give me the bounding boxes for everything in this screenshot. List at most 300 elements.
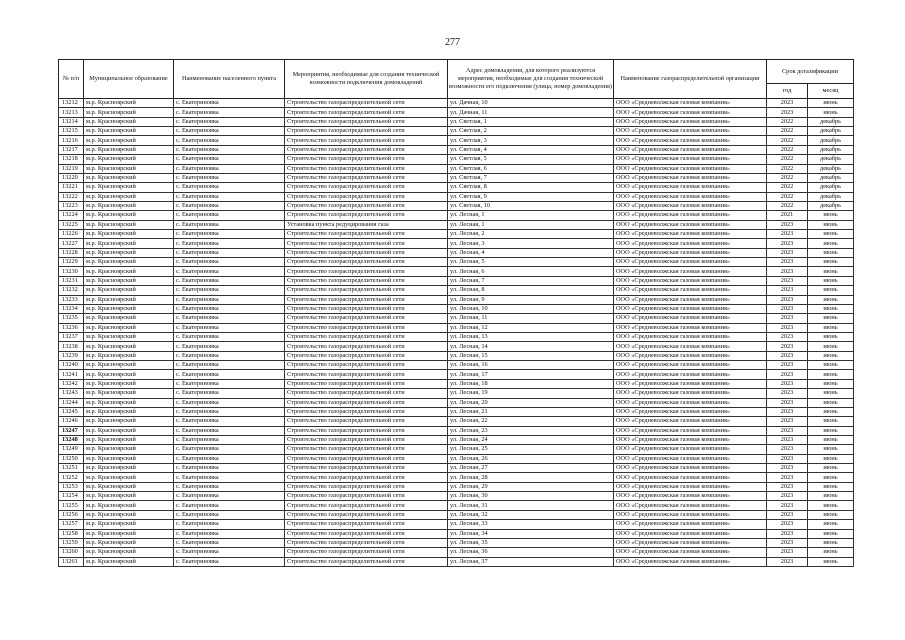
table-row <box>59 473 854 482</box>
month-cell: декабрь <box>808 136 854 145</box>
municipality-cell: м.р. Красноярский <box>84 286 174 295</box>
month-cell: июнь <box>808 492 854 501</box>
row-number: 13234 <box>59 304 84 313</box>
measure-cell: Строительство газораспределительной сети <box>285 164 448 173</box>
row-number: 13219 <box>59 164 84 173</box>
year-cell: 2022 <box>767 173 808 182</box>
table-row <box>59 258 854 267</box>
row-number: 13259 <box>59 538 84 547</box>
year-cell: 2022 <box>767 136 808 145</box>
organization-cell: ООО «Средневолжская газовая компания» <box>614 510 767 519</box>
municipality-cell: м.р. Красноярский <box>84 323 174 332</box>
address-cell: ул. Лесная, 15 <box>448 351 614 360</box>
settlement-cell: с. Екатериновка <box>174 276 285 285</box>
municipality-cell: м.р. Красноярский <box>84 342 174 351</box>
organization-cell: ООО «Средневолжская газовая компания» <box>614 389 767 398</box>
month-cell: июнь <box>808 286 854 295</box>
organization-cell: ООО «Средневолжская газовая компания» <box>614 370 767 379</box>
table-row <box>59 155 854 164</box>
row-number: 13246 <box>59 417 84 426</box>
settlement-cell: с. Екатериновка <box>174 183 285 192</box>
settlement-cell: с. Екатериновка <box>174 557 285 566</box>
measure-cell: Строительство газораспределительной сети <box>285 230 448 239</box>
year-cell: 2023 <box>767 286 808 295</box>
table-header <box>59 60 854 99</box>
table-row <box>59 183 854 192</box>
address-cell: ул. Лесная, 6 <box>448 267 614 276</box>
month-cell: декабрь <box>808 127 854 136</box>
year-cell: 2023 <box>767 99 808 108</box>
organization-cell: ООО «Средневолжская газовая компания» <box>614 445 767 454</box>
organization-cell: ООО «Средневолжская газовая компания» <box>614 351 767 360</box>
measure-cell: Строительство газораспределительной сети <box>285 155 448 164</box>
month-cell: июнь <box>808 501 854 510</box>
measure-cell: Строительство газораспределительной сети <box>285 351 448 360</box>
settlement-cell: с. Екатериновка <box>174 314 285 323</box>
municipality-cell: м.р. Красноярский <box>84 379 174 388</box>
month-cell: декабрь <box>808 192 854 201</box>
address-cell: ул. Лесная, 33 <box>448 520 614 529</box>
measure-cell: Строительство газораспределительной сети <box>285 379 448 388</box>
measure-cell: Строительство газораспределительной сети <box>285 342 448 351</box>
settlement-cell: с. Екатериновка <box>174 370 285 379</box>
measure-cell: Строительство газораспределительной сети <box>285 239 448 248</box>
row-number: 13222 <box>59 192 84 201</box>
address-cell: ул. Светлая, 9 <box>448 192 614 201</box>
settlement-cell: с. Екатериновка <box>174 239 285 248</box>
address-cell: ул. Лесная, 2 <box>448 230 614 239</box>
settlement-cell: с. Екатериновка <box>174 398 285 407</box>
settlement-cell: с. Екатериновка <box>174 323 285 332</box>
municipality-cell: м.р. Красноярский <box>84 417 174 426</box>
table-row <box>59 220 854 229</box>
row-number: 13243 <box>59 389 84 398</box>
address-cell: ул. Лесная, 37 <box>448 557 614 566</box>
address-cell: ул. Лесная, 31 <box>448 501 614 510</box>
measure-cell: Строительство газораспределительной сети <box>285 370 448 379</box>
measure-cell: Строительство газораспределительной сети <box>285 417 448 426</box>
organization-cell: ООО «Средневолжская газовая компания» <box>614 538 767 547</box>
municipality-cell: м.р. Красноярский <box>84 529 174 538</box>
settlement-cell: с. Екатериновка <box>174 136 285 145</box>
measure-cell: Строительство газораспределительной сети <box>285 304 448 313</box>
table-row <box>59 304 854 313</box>
month-cell: июнь <box>808 407 854 416</box>
settlement-cell: с. Екатериновка <box>174 220 285 229</box>
address-cell: ул. Лесная, 28 <box>448 473 614 482</box>
address-cell: ул. Светлая, 2 <box>448 127 614 136</box>
settlement-cell: с. Екатериновка <box>174 445 285 454</box>
settlement-cell: с. Екатериновка <box>174 192 285 201</box>
table-row <box>59 454 854 463</box>
table-row <box>59 435 854 444</box>
row-number: 13230 <box>59 267 84 276</box>
month-cell: июнь <box>808 323 854 332</box>
organization-cell: ООО «Средневолжская газовая компания» <box>614 136 767 145</box>
row-number: 13237 <box>59 332 84 341</box>
year-cell: 2023 <box>767 248 808 257</box>
settlement-cell: с. Екатериновка <box>174 127 285 136</box>
table-row <box>59 136 854 145</box>
table-row <box>59 445 854 454</box>
measure-cell: Строительство газораспределительной сети <box>285 361 448 370</box>
year-cell: 2023 <box>767 520 808 529</box>
municipality-cell: м.р. Красноярский <box>84 127 174 136</box>
year-cell: 2023 <box>767 379 808 388</box>
measure-cell: Строительство газораспределительной сети <box>285 529 448 538</box>
measure-cell: Строительство газораспределительной сети <box>285 482 448 491</box>
measure-cell: Строительство газораспределительной сети <box>285 389 448 398</box>
year-cell: 2023 <box>767 276 808 285</box>
year-cell: 2022 <box>767 127 808 136</box>
measure-cell: Строительство газораспределительной сети <box>285 445 448 454</box>
measure-cell: Строительство газораспределительной сети <box>285 332 448 341</box>
organization-cell: ООО «Средневолжская газовая компания» <box>614 108 767 117</box>
month-cell: июнь <box>808 454 854 463</box>
settlement-cell: с. Екатериновка <box>174 501 285 510</box>
table-row <box>59 239 854 248</box>
year-cell: 2023 <box>767 230 808 239</box>
month-cell: июнь <box>808 398 854 407</box>
table-row <box>59 538 854 547</box>
year-cell: 2023 <box>767 332 808 341</box>
row-number: 13215 <box>59 127 84 136</box>
municipality-cell: м.р. Красноярский <box>84 276 174 285</box>
address-cell: ул. Лесная, 17 <box>448 370 614 379</box>
measure-cell: Строительство газораспределительной сети <box>285 201 448 210</box>
organization-cell: ООО «Средневолжская газовая компания» <box>614 464 767 473</box>
header-settlement: Наименование населенного пункта <box>174 60 285 99</box>
row-number: 13251 <box>59 464 84 473</box>
header-num: № п/п <box>59 60 84 99</box>
address-cell: ул. Лесная, 1 <box>448 220 614 229</box>
table-row <box>59 314 854 323</box>
year-cell: 2023 <box>767 426 808 435</box>
measure-cell: Строительство газораспределительной сети <box>285 145 448 154</box>
settlement-cell: с. Екатериновка <box>174 435 285 444</box>
organization-cell: ООО «Средневолжская газовая компания» <box>614 501 767 510</box>
month-cell: июнь <box>808 351 854 360</box>
address-cell: ул. Лесная, 19 <box>448 389 614 398</box>
table-row <box>59 99 854 108</box>
municipality-cell: м.р. Красноярский <box>84 426 174 435</box>
row-number: 13217 <box>59 145 84 154</box>
month-cell: июнь <box>808 230 854 239</box>
municipality-cell: м.р. Красноярский <box>84 248 174 257</box>
row-number: 13236 <box>59 323 84 332</box>
address-cell: ул. Лесная, 36 <box>448 548 614 557</box>
table-row <box>59 323 854 332</box>
month-cell: июнь <box>808 99 854 108</box>
table-row <box>59 211 854 220</box>
address-cell: ул. Лесная, 14 <box>448 342 614 351</box>
month-cell: июнь <box>808 482 854 491</box>
municipality-cell: м.р. Красноярский <box>84 117 174 126</box>
settlement-cell: с. Екатериновка <box>174 351 285 360</box>
organization-cell: ООО «Средневолжская газовая компания» <box>614 127 767 136</box>
row-number: 13228 <box>59 248 84 257</box>
address-cell: ул. Лесная, 9 <box>448 295 614 304</box>
month-cell: июнь <box>808 248 854 257</box>
organization-cell: ООО «Средневолжская газовая компания» <box>614 192 767 201</box>
table-row <box>59 332 854 341</box>
municipality-cell: м.р. Красноярский <box>84 370 174 379</box>
year-cell: 2023 <box>767 501 808 510</box>
table-row <box>59 342 854 351</box>
municipality-cell: м.р. Красноярский <box>84 99 174 108</box>
table-row <box>59 501 854 510</box>
address-cell: ул. Лесная, 10 <box>448 304 614 313</box>
month-cell: июнь <box>808 464 854 473</box>
measure-cell: Строительство газораспределительной сети <box>285 276 448 285</box>
organization-cell: ООО «Средневолжская газовая компания» <box>614 332 767 341</box>
organization-cell: ООО «Средневолжская газовая компания» <box>614 239 767 248</box>
month-cell: июнь <box>808 538 854 547</box>
year-cell: 2023 <box>767 529 808 538</box>
row-number: 13218 <box>59 155 84 164</box>
settlement-cell: с. Екатериновка <box>174 389 285 398</box>
month-cell: декабрь <box>808 155 854 164</box>
measure-cell: Строительство газораспределительной сети <box>285 258 448 267</box>
organization-cell: ООО «Средневолжская газовая компания» <box>614 473 767 482</box>
year-cell: 2023 <box>767 342 808 351</box>
month-cell: июнь <box>808 445 854 454</box>
municipality-cell: м.р. Красноярский <box>84 351 174 360</box>
measure-cell: Строительство газораспределительной сети <box>285 473 448 482</box>
address-cell: ул. Лесная, 26 <box>448 454 614 463</box>
year-cell: 2022 <box>767 201 808 210</box>
settlement-cell: с. Екатериновка <box>174 164 285 173</box>
table-row <box>59 548 854 557</box>
year-cell: 2022 <box>767 155 808 164</box>
municipality-cell: м.р. Красноярский <box>84 145 174 154</box>
year-cell: 2023 <box>767 220 808 229</box>
year-cell: 2023 <box>767 239 808 248</box>
municipality-cell: м.р. Красноярский <box>84 136 174 145</box>
row-number: 13250 <box>59 454 84 463</box>
month-cell: июнь <box>808 342 854 351</box>
municipality-cell: м.р. Красноярский <box>84 501 174 510</box>
organization-cell: ООО «Средневолжская газовая компания» <box>614 520 767 529</box>
settlement-cell: с. Екатериновка <box>174 267 285 276</box>
address-cell: ул. Лесная, 7 <box>448 276 614 285</box>
year-cell: 2022 <box>767 164 808 173</box>
year-cell: 2022 <box>767 192 808 201</box>
row-number: 13253 <box>59 482 84 491</box>
month-cell: июнь <box>808 435 854 444</box>
table-row <box>59 529 854 538</box>
table-row <box>59 520 854 529</box>
table-row <box>59 201 854 210</box>
settlement-cell: с. Екатериновка <box>174 108 285 117</box>
row-number: 13245 <box>59 407 84 416</box>
organization-cell: ООО «Средневолжская газовая компания» <box>614 248 767 257</box>
municipality-cell: м.р. Красноярский <box>84 155 174 164</box>
address-cell: ул. Лесная, 11 <box>448 314 614 323</box>
settlement-cell: с. Екатериновка <box>174 417 285 426</box>
measure-cell: Строительство газораспределительной сети <box>285 117 448 126</box>
address-cell: ул. Лесная, 29 <box>448 482 614 491</box>
organization-cell: ООО «Средневолжская газовая компания» <box>614 417 767 426</box>
year-cell: 2023 <box>767 361 808 370</box>
month-cell: июнь <box>808 258 854 267</box>
address-cell: ул. Светлая, 6 <box>448 164 614 173</box>
measure-cell: Строительство газораспределительной сети <box>285 548 448 557</box>
year-cell: 2022 <box>767 117 808 126</box>
address-cell: ул. Светлая, 10 <box>448 201 614 210</box>
organization-cell: ООО «Средневолжская газовая компания» <box>614 304 767 313</box>
address-cell: ул. Лесная, 13 <box>448 332 614 341</box>
table-row <box>59 108 854 117</box>
address-cell: ул. Светлая, 5 <box>448 155 614 164</box>
month-cell: июнь <box>808 379 854 388</box>
measure-cell: Строительство газораспределительной сети <box>285 398 448 407</box>
gasification-table <box>58 59 854 567</box>
row-number: 13226 <box>59 230 84 239</box>
table-body <box>59 99 854 567</box>
month-cell: июнь <box>808 108 854 117</box>
organization-cell: ООО «Средневолжская газовая компания» <box>614 201 767 210</box>
measure-cell: Строительство газораспределительной сети <box>285 426 448 435</box>
table-row <box>59 492 854 501</box>
organization-cell: ООО «Средневолжская газовая компания» <box>614 454 767 463</box>
measure-cell: Строительство газораспределительной сети <box>285 520 448 529</box>
settlement-cell: с. Екатериновка <box>174 529 285 538</box>
measure-cell: Строительство газораспределительной сети <box>285 492 448 501</box>
table-row <box>59 398 854 407</box>
organization-cell: ООО «Средневолжская газовая компания» <box>614 220 767 229</box>
year-cell: 2023 <box>767 464 808 473</box>
measure-cell: Строительство газораспределительной сети <box>285 173 448 182</box>
month-cell: июнь <box>808 211 854 220</box>
table-row <box>59 145 854 154</box>
table-row <box>59 482 854 491</box>
row-number: 13221 <box>59 183 84 192</box>
organization-cell: ООО «Средневолжская газовая компания» <box>614 99 767 108</box>
row-number: 13255 <box>59 501 84 510</box>
table-row <box>59 173 854 182</box>
measure-cell: Строительство газораспределительной сети <box>285 136 448 145</box>
measure-cell: Строительство газораспределительной сети <box>285 211 448 220</box>
municipality-cell: м.р. Красноярский <box>84 445 174 454</box>
settlement-cell: с. Екатериновка <box>174 426 285 435</box>
row-number: 13235 <box>59 314 84 323</box>
year-cell: 2023 <box>767 482 808 491</box>
municipality-cell: м.р. Красноярский <box>84 464 174 473</box>
organization-cell: ООО «Средневолжская газовая компания» <box>614 407 767 416</box>
municipality-cell: м.р. Красноярский <box>84 220 174 229</box>
organization-cell: ООО «Средневолжская газовая компания» <box>614 286 767 295</box>
municipality-cell: м.р. Красноярский <box>84 230 174 239</box>
municipality-cell: м.р. Красноярский <box>84 520 174 529</box>
table-row <box>59 248 854 257</box>
month-cell: июнь <box>808 332 854 341</box>
year-cell: 2023 <box>767 510 808 519</box>
year-cell: 2023 <box>767 417 808 426</box>
month-cell: июнь <box>808 267 854 276</box>
row-number: 13225 <box>59 220 84 229</box>
table-row <box>59 417 854 426</box>
month-cell: декабрь <box>808 183 854 192</box>
month-cell: июнь <box>808 557 854 566</box>
row-number: 13240 <box>59 361 84 370</box>
month-cell: июнь <box>808 370 854 379</box>
settlement-cell: с. Екатериновка <box>174 286 285 295</box>
settlement-cell: с. Екатериновка <box>174 230 285 239</box>
address-cell: ул. Лесная, 1 <box>448 211 614 220</box>
settlement-cell: с. Екатериновка <box>174 304 285 313</box>
year-cell: 2023 <box>767 435 808 444</box>
settlement-cell: с. Екатериновка <box>174 295 285 304</box>
municipality-cell: м.р. Красноярский <box>84 108 174 117</box>
row-number: 13224 <box>59 211 84 220</box>
row-number: 13256 <box>59 510 84 519</box>
municipality-cell: м.р. Красноярский <box>84 398 174 407</box>
address-cell: ул. Дачная, 11 <box>448 108 614 117</box>
month-cell: июнь <box>808 389 854 398</box>
year-cell: 2023 <box>767 351 808 360</box>
settlement-cell: с. Екатериновка <box>174 342 285 351</box>
table-row <box>59 351 854 360</box>
address-cell: ул. Лесная, 20 <box>448 398 614 407</box>
municipality-cell: м.р. Красноярский <box>84 538 174 547</box>
address-cell: ул. Светлая, 1 <box>448 117 614 126</box>
settlement-cell: с. Екатериновка <box>174 155 285 164</box>
measure-cell: Строительство газораспределительной сети <box>285 501 448 510</box>
measure-cell: Строительство газораспределительной сети <box>285 314 448 323</box>
settlement-cell: с. Екатериновка <box>174 407 285 416</box>
measure-cell: Строительство газораспределительной сети <box>285 286 448 295</box>
organization-cell: ООО «Средневолжская газовая компания» <box>614 529 767 538</box>
row-number: 13227 <box>59 239 84 248</box>
measure-cell: Строительство газораспределительной сети <box>285 248 448 257</box>
organization-cell: ООО «Средневолжская газовая компания» <box>614 258 767 267</box>
year-cell: 2023 <box>767 258 808 267</box>
table-row <box>59 230 854 239</box>
organization-cell: ООО «Средневолжская газовая компания» <box>614 145 767 154</box>
row-number: 13213 <box>59 108 84 117</box>
month-cell: июнь <box>808 510 854 519</box>
table-row <box>59 164 854 173</box>
municipality-cell: м.р. Красноярский <box>84 183 174 192</box>
municipality-cell: м.р. Красноярский <box>84 192 174 201</box>
organization-cell: ООО «Средневолжская газовая компания» <box>614 379 767 388</box>
month-cell: июнь <box>808 529 854 538</box>
table-row <box>59 510 854 519</box>
settlement-cell: с. Екатериновка <box>174 379 285 388</box>
organization-cell: ООО «Средневолжская газовая компания» <box>614 323 767 332</box>
month-cell: июнь <box>808 276 854 285</box>
measure-cell: Строительство газораспределительной сети <box>285 464 448 473</box>
municipality-cell: м.р. Красноярский <box>84 314 174 323</box>
row-number: 13248 <box>59 435 84 444</box>
settlement-cell: с. Екатериновка <box>174 538 285 547</box>
header-measures: Мероприятия, необходимые для создания технической возможности подключения домовладений <box>285 60 448 99</box>
row-number: 13252 <box>59 473 84 482</box>
address-cell: ул. Лесная, 27 <box>448 464 614 473</box>
organization-cell: ООО «Средневолжская газовая компания» <box>614 173 767 182</box>
table-row <box>59 379 854 388</box>
municipality-cell: м.р. Красноярский <box>84 173 174 182</box>
year-cell: 2023 <box>767 389 808 398</box>
address-cell: ул. Лесная, 23 <box>448 426 614 435</box>
row-number: 13247 <box>59 426 84 435</box>
month-cell: июнь <box>808 361 854 370</box>
municipality-cell: м.р. Красноярский <box>84 482 174 491</box>
row-number: 13242 <box>59 379 84 388</box>
month-cell: декабрь <box>808 117 854 126</box>
organization-cell: ООО «Средневолжская газовая компания» <box>614 295 767 304</box>
